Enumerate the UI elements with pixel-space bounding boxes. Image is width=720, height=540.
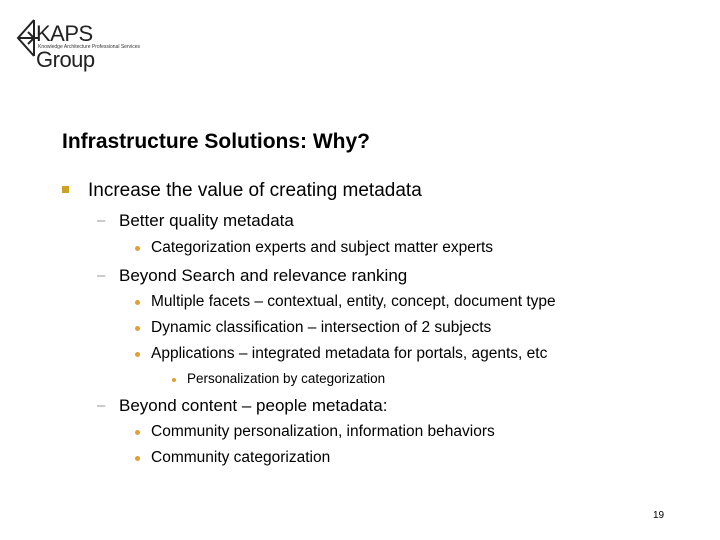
dot-bullet-icon — [135, 352, 140, 357]
dash-bullet-icon: – — [97, 212, 106, 229]
bullet-level3: Community categorization — [151, 449, 331, 466]
logo-name: KAPS Group — [36, 21, 95, 72]
bullet-level1: Increase the value of creating metadata — [88, 180, 422, 201]
dot-bullet-icon — [135, 430, 140, 435]
square-bullet-icon — [62, 186, 69, 193]
dash-bullet-icon: – — [97, 397, 106, 414]
bullet-level2: Beyond Search and relevance ranking — [119, 266, 408, 285]
dot-bullet-icon — [135, 246, 140, 251]
bullet-level3: Multiple facets – contextual, entity, concept, document type — [151, 293, 556, 310]
bullet-level3: Dynamic classification – intersection of 2 subjects — [151, 319, 492, 336]
bullet-level4: Personalization by categorization — [187, 371, 386, 386]
dot-bullet-icon — [135, 456, 140, 461]
page-number: 19 — [653, 510, 665, 521]
slide-title: Infrastructure Solutions: Why? — [62, 130, 371, 153]
dash-bullet-icon: – — [97, 267, 106, 284]
dot-bullet-icon — [135, 326, 140, 331]
bullet-level3: Community personalization, information behaviors — [151, 423, 495, 440]
bullet-level2: Beyond content – people metadata: — [119, 396, 388, 415]
bullet-level2: Better quality metadata — [119, 211, 294, 230]
dot-bullet-icon — [172, 378, 176, 382]
kaps-logo — [14, 18, 154, 72]
bullet-level3: Applications – integrated metadata for portals, agents, etc — [151, 345, 548, 362]
logo-tagline: Knowledge Architecture Professional Services — [38, 44, 140, 50]
dot-bullet-icon — [135, 300, 140, 305]
bullet-level3: Categorization experts and subject matter experts — [151, 239, 494, 256]
